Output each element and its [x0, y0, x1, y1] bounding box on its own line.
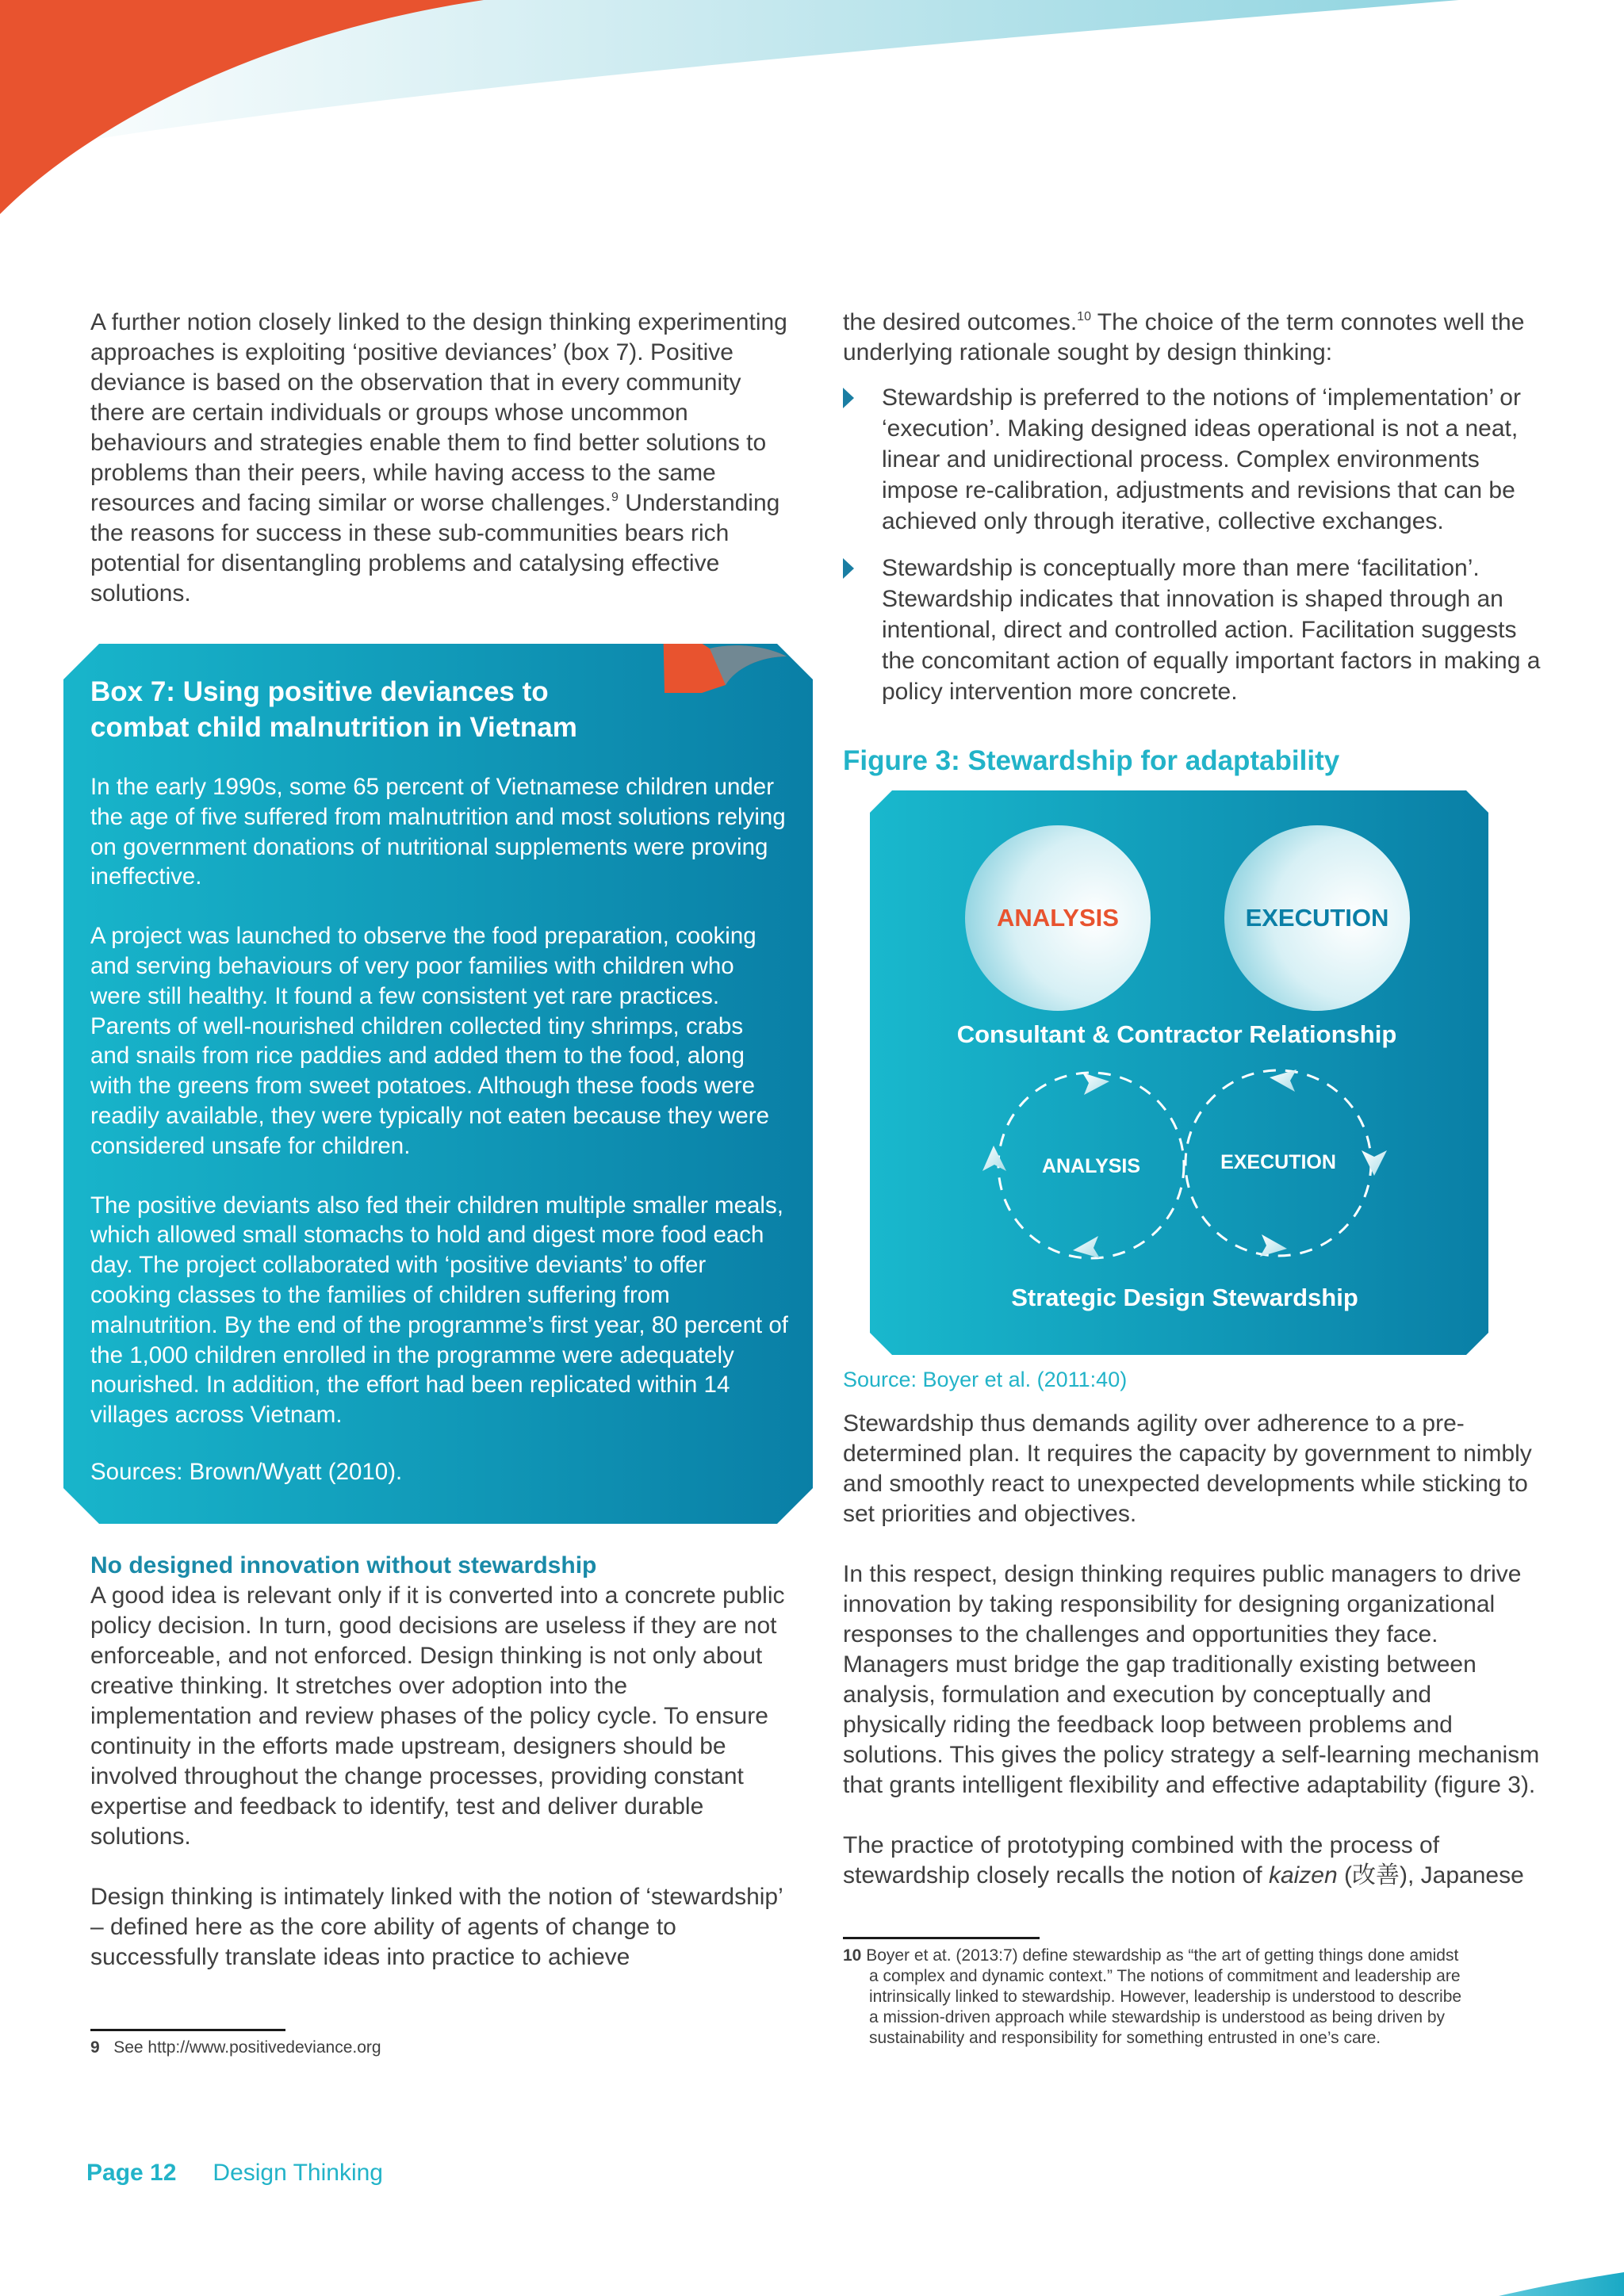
right-paragraph-1: Stewardship thus demands agility over adherence to a pre-determined plan. It requires the capacity by government to nimbly and smoothly react to unexpected developments while sticking to set priorities and objectives.: [843, 1410, 1532, 1527]
figure-3-source: Source: Boyer et al. (2011:40): [843, 1368, 1128, 1391]
right-column-lower: [843, 1409, 1541, 1891]
figure-3-diagram: [870, 790, 1488, 1355]
bullet-item-2: [843, 553, 1541, 707]
footnote-10-line-1: [843, 1946, 1557, 1966]
box-7-content: [90, 674, 788, 1517]
page-footer: [86, 2159, 383, 2187]
top-teal-swoosh: [0, 0, 1459, 155]
footnote-10-line-3: intrinsically linked to stewardship. However, leadership is understood to describe: [869, 1988, 1462, 2006]
footnote-rule-right: [843, 1937, 1040, 1939]
loop-left-label: ANALYSIS: [1041, 1155, 1141, 1177]
bullet-arrow-icon: [843, 558, 854, 579]
box-7-title-line-1: Box 7: Using positive deviances to: [90, 676, 549, 707]
figure-3-title: Figure 3: Stewardship for adaptability: [843, 745, 1340, 776]
box-7-title: [90, 674, 788, 745]
page-number: Page 12: [86, 2160, 177, 2186]
top-orange-swoosh: [0, 0, 484, 214]
right-paragraph-3: [843, 1831, 1541, 1891]
kaizen-term: kaizen: [1268, 1862, 1338, 1888]
footnote-9: [90, 2038, 381, 2058]
footnote-10-line-4: a mission-driven approach while stewardship is understood as being driven by: [869, 2008, 1446, 2026]
bullet-arrow-icon: [843, 388, 854, 408]
intro-text: A further notion closely linked to the design thinking experimenting approaches is exploiting ‘positive deviances’ (box 7). Positive deviance is based on the observation that in every community there are certain individuals or groups whose uncommon behaviours and strategies enable them to find better solutions to problems than their peers, while having access to the same resources and facing similar or worse challenges.: [90, 309, 787, 516]
footnote-ref-10[interactable]: 10: [1077, 310, 1091, 323]
document-title: Design Thinking: [213, 2160, 383, 2186]
box-7-paragraph-3: The positive deviants also fed their children multiple smaller meals, which allowed small stomachs to hold and digest more food each day. The project collaborated with ‘positive deviants’ to offer cooking classes to the families of children suffering from malnutrition. By the end of the programme’s first year, 80 percent of the 1,000 children enrolled in the programme were adequately nourished. In addition, the effort had been replicated within 14 villages across Vietnam.: [90, 1192, 788, 1429]
footnote-10: [843, 1946, 1557, 2049]
middle-caption: Consultant & Contractor Relationship: [956, 1020, 1397, 1048]
top-left-label: ANALYSIS: [997, 904, 1119, 932]
right-column-intro: [843, 308, 1541, 723]
intro-text-continued: Understanding the reasons for success in these sub-communities bears rich potential for disentangling problems and catalysing effective solutions.: [90, 490, 780, 607]
right-paragraph-2: In this respect, design thinking requires public managers to drive innovation by taking responsibility for designing organizational responses to the challenges and opportunities they face. Managers must bridge the gap traditionally existing between analysis, formulation and execution by conceptually and physically riding the feedback loop between problems and solutions. This gives the policy strategy a self-learning mechanism that grants intelligent flexibility and effective adaptability (figure 3).: [843, 1561, 1540, 1798]
loop-right-label: EXECUTION: [1220, 1151, 1336, 1173]
right-paragraph-3-text: The practice of prototyping combined with the process of stewardship closely recalls the notion of: [843, 1832, 1440, 1888]
footnote-rule-left: [90, 2029, 285, 2031]
box-7-title-line-2: combat child malnutrition in Vietnam: [90, 712, 577, 743]
bottom-caption: Strategic Design Stewardship: [1011, 1284, 1358, 1311]
box-7-paragraph-1: In the early 1990s, some 65 percent of Vietnamese children under the age of five suffered from malnutrition and most solutions relying on government donations of nutritional supplements were proving ineffective.: [90, 774, 786, 890]
footnote-10-number: 10: [843, 1946, 862, 1965]
section-heading-stewardship: No designed innovation without stewardship: [90, 1552, 597, 1578]
bottom-corner-swoosh: [1499, 2272, 1624, 2296]
left-column-section: [90, 1551, 788, 1973]
right-intro-paragraph: [843, 308, 1541, 368]
bullet-item-1: [843, 382, 1541, 537]
bullet-list: [843, 382, 1541, 707]
right-intro-text: the desired outcomes.: [843, 309, 1078, 335]
box-7-sources: Sources: Brown/Wyatt (2010).: [90, 1458, 403, 1485]
bullet-text-1: Stewardship is preferred to the notions of ‘implementation’ or ‘execution’. Making designed ideas operational is not a neat, linear and unidirectional process. Complex environments impose re-calibration, adjustments and revisions that can be achieved only through iterative, collective exchanges.: [882, 385, 1521, 534]
footnote-10-line-2: a complex and dynamic context.” The notions of commitment and leadership are: [869, 1967, 1461, 1985]
footnote-10-text-1: Boyer et at. (2013:7) define stewardship as “the art of getting things done amidst: [861, 1946, 1459, 1965]
left-column-intro: [90, 308, 788, 609]
footnote-9-number: 9: [90, 2038, 100, 2057]
top-right-label: EXECUTION: [1245, 904, 1389, 932]
footnote-9-text[interactable]: See http://www.positivedeviance.org: [113, 2038, 381, 2057]
footnote-10-line-5: sustainability and responsibility for something entrusted in one’s care.: [869, 2029, 1381, 2047]
right-intro-text-continued: The choice of the term connotes well the underlying rationale sought by design thinking:: [843, 309, 1525, 365]
box-7: [63, 644, 813, 1524]
intro-paragraph: [90, 308, 788, 609]
box-7-paragraph-2: A project was launched to observe the food preparation, cooking and serving behaviours of very poor families with children who were still healthy. It found a few consistent yet rare practices. Parents of well-nourished children collected tiny shrimps, crabs and snails from rice paddies and added them to the food, along with the greens from sweet potatoes. Although these foods were readily available, they were typically not eaten because they were considered unsafe for children.: [90, 923, 769, 1159]
bullet-text-2: Stewardship is conceptually more than mere ‘facilitation’. Stewardship indicates that innovation is shaped through an intentional, direct and controlled action. Facilitation suggests the concomitant action of equally important factors in making a policy intervention more concrete.: [882, 555, 1541, 705]
section-paragraph-2: Design thinking is intimately linked with the notion of ‘stewardship’ – defined here as the core ability of agents of change to successfully translate ideas into practice to achieve: [90, 1884, 783, 1970]
right-paragraph-3-text-continued: (改善), Japanese: [1337, 1862, 1524, 1888]
section-paragraph-1: A good idea is relevant only if it is converted into a concrete public policy decision. In turn, good decisions are useless if they are not enforceable, and not enforced. Design thinking is not only about creative thinking. It stretches over adoption into the implementation and review phases of the policy cycle. To ensure continuity in the efforts made upstream, designers should be involved throughout the change processes, providing constant expertise and feedback to identify, test and deliver durable solutions.: [90, 1582, 785, 1850]
footnote-ref-9[interactable]: 9: [611, 491, 619, 504]
